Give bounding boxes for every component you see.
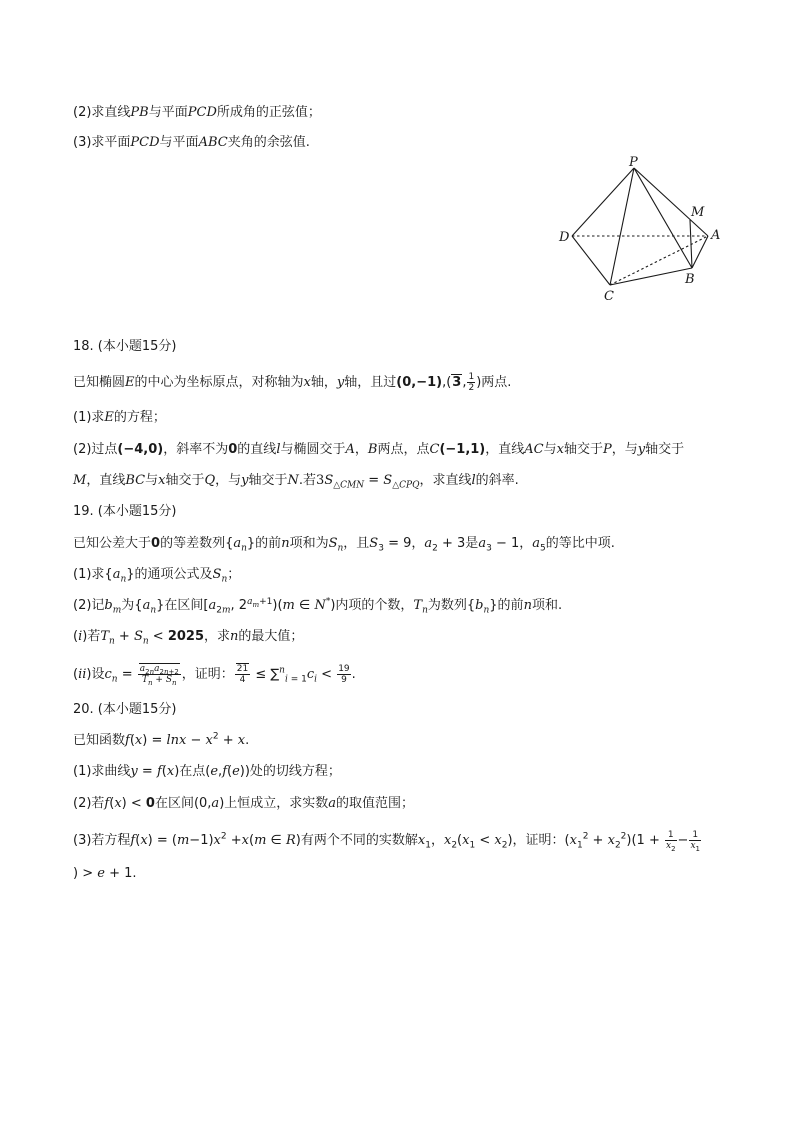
edge-PC xyxy=(610,168,634,285)
q20-stem: 已知函数$f(x) = \ln x - x^2 + x$. xyxy=(73,731,250,748)
label-D: D xyxy=(559,230,570,245)
q19-sub-i: (i)若$T_n + S_n < 2025$，求n的最大值； xyxy=(73,629,304,647)
q19-part2: (2)记$b_m$为$\{a_n\}$在区间[$a_{2m}$, $2^{a_m+1})(m$ ∈ N*)内项的个数，$T_n$为数列$\{b_n\}$的前n项和. xyxy=(73,596,563,616)
edge-CB xyxy=(610,268,692,285)
q18-stem: 已知椭圆E的中心为坐标原点，对称轴为x轴，y轴，且过(0,−1),(3, $\frac{1}{2}$ )两点. xyxy=(73,372,512,393)
label-A: A xyxy=(711,228,721,243)
label-M: M xyxy=(691,205,705,220)
q20-part2: (2)若f(x) < 0在区间(0,a)上恒成立，求实数a的取值范围； xyxy=(73,796,415,811)
edge-PD xyxy=(572,168,634,236)
label-P: P xyxy=(629,155,638,170)
q18-part2-line2: M，直线BC与x轴交于Q，与y轴交于N.若$3S_{\triangle CMN} = S_{\triangle CPQ}$，求直线l的斜率. xyxy=(73,473,519,491)
q19-sub-ii: (ii)设$c_n$ = $\frac{a_{2n}a_{2n+2}}{T_n + S_n}$ ，证明： $\frac{21}{4}$ ≤ $\sum^n_{i = 1}c_i$ < $\frac{19}{9}$ . xyxy=(73,664,356,687)
edge-PA xyxy=(634,168,708,236)
q17-part2: (2)求直线PB与平面PCD所成角的正弦值； xyxy=(73,105,321,120)
q19-part1: (1)求$\{a_n\}$的通项公式及$S_n$； xyxy=(73,567,241,585)
edge-DC xyxy=(572,236,610,285)
q20-part3-line2: ) > e + 1. xyxy=(73,866,137,881)
q18-header: 18. (本小题15分) xyxy=(73,339,177,354)
edge-BA xyxy=(692,236,708,268)
q20-header: 20. (本小题15分) xyxy=(73,702,177,717)
q20-part1: (1)求曲线y = f(x)在点(e,f(e))处的切线方程； xyxy=(73,764,341,779)
label-B: B xyxy=(685,272,695,287)
q18-part2-line1: (2)过点(−4,0)，斜率不为0的直线l与椭圆交于A，B两点，点C(−1,1)，直线AC与x轴交于P，与y轴交于 xyxy=(73,442,685,457)
q19-stem: 已知公差大于0的等差数列$\{a_n\}$的前n项和为$S_n$，且$S_3 = 9$，$a_2 + 3$是$a_3 - 1$，$a_5$的等比中项. xyxy=(73,536,615,554)
pyramid-figure xyxy=(550,150,730,305)
edge-PB xyxy=(634,168,692,268)
q20-part3-line1: (3)若方程$f(x) = (m-1)x^2 +x(m$ ∈ R)有两个不同的实数解$x_1$，$x_2(x_1 < x_2)$，证明：$(x_1^2 + x_2^2)(1$ + $\frac{1}{x_2}$ − $\frac{1}{x_1}$ xyxy=(73,830,700,853)
q19-header: 19. (本小题15分) xyxy=(73,504,177,519)
q17-part3: (3)求平面PCD与平面ABC夹角的余弦值. xyxy=(73,135,310,150)
label-C: C xyxy=(604,289,614,304)
q18-part1: (1)求E的方程； xyxy=(73,410,166,425)
